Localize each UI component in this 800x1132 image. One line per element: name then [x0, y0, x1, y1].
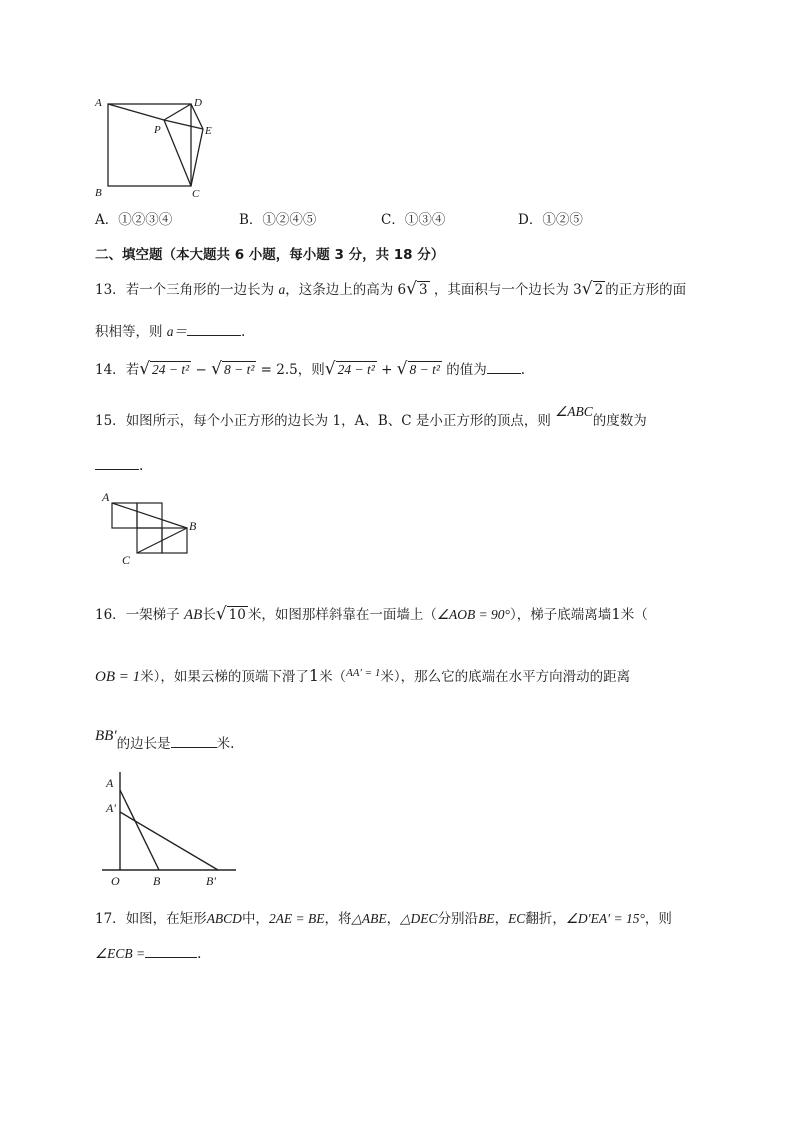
q14-t1: 若	[125, 362, 140, 378]
q16-t8: 米），那么它的底端在水平方向滑动的距离	[380, 669, 631, 685]
q17-t5: 翻折，	[525, 911, 566, 927]
q14-end: .	[520, 362, 526, 378]
q16-t2: 长	[202, 607, 216, 623]
fig1-label-d: D	[194, 97, 202, 109]
q15-fig-label-a: A	[102, 490, 110, 504]
q15-t2: 的度数为	[592, 413, 647, 429]
q17-sep: ，	[386, 911, 401, 927]
q17-cond: 2AE = BE	[268, 911, 325, 926]
q17-t4: 分别沿	[437, 911, 479, 927]
q16-one-b: 1	[308, 666, 320, 685]
choice-c	[381, 211, 445, 229]
q13-coef1: 6	[397, 282, 407, 298]
question-15-line2	[95, 455, 143, 475]
q13-eq: a＝	[166, 324, 188, 339]
q14-r1: 24 − t²	[152, 362, 190, 377]
q17-t2: 中，	[241, 911, 269, 927]
q13-rad2: 2	[594, 282, 604, 298]
q13-rad1: 3	[418, 282, 428, 298]
q16-t1: 一架梯子	[125, 607, 180, 623]
question-13-line2	[95, 321, 245, 341]
q14-r2: 8 − t²	[223, 362, 255, 377]
choice-a-value: ①②③④	[118, 212, 173, 228]
q13-t3: ，其面积与一个边长为	[433, 282, 569, 298]
fig1-label-b: B	[95, 187, 102, 199]
q16-fig-label-o: O	[111, 874, 120, 888]
choice-a	[95, 211, 172, 229]
q17-tri1: △ABE	[351, 911, 387, 926]
figure-grid-abc	[100, 488, 210, 568]
q14-num: 14．	[95, 362, 126, 378]
q13-num: 13．	[95, 282, 126, 298]
q16-ab: AB	[183, 607, 203, 623]
q13-coef2: 3	[573, 282, 582, 298]
q16-one-a: 1	[611, 605, 621, 623]
q14-minus: −	[195, 362, 207, 378]
q14-r4: 8 − t²	[409, 362, 440, 377]
q14-val: = 2.5	[260, 362, 298, 378]
q16-aa: AA′ = 1	[346, 667, 381, 679]
q13-var-a: a	[278, 282, 286, 297]
choice-b-value: ①②④⑤	[262, 212, 317, 228]
q16-num: 16．	[95, 607, 126, 623]
q15-fig-label-b: B	[189, 519, 197, 533]
q13-t1: 若一个三角形的一边长为	[125, 282, 275, 298]
q13-end: .	[241, 324, 246, 340]
q14-t2: ，则	[297, 362, 325, 378]
q16-bb: BB′	[95, 728, 117, 744]
q17-abcd: ABCD	[206, 911, 242, 926]
question-14: 14．若√ 24 − t² − √ 8 − t² = 2.5，则√ 24 − t² + √ 8 − t² 的值为 .	[95, 359, 526, 379]
choice-b	[239, 211, 316, 229]
q13-t2: ，这条边上的高为	[285, 282, 394, 298]
choice-d-value: ①②⑤	[542, 212, 583, 228]
q16-fig-label-a: A	[106, 776, 114, 790]
q17-end: .	[197, 946, 202, 962]
fig1-label-p: P	[154, 124, 161, 136]
q16-fig-label-a-prime: A′	[106, 801, 116, 815]
q16-t9: 的边长是	[116, 736, 171, 752]
figure-square-pde	[90, 92, 225, 202]
question-15-line1	[95, 404, 647, 430]
question-16-line2	[95, 667, 630, 687]
fig1-label-e: E	[205, 125, 212, 137]
q17-t3: ，将	[324, 911, 352, 927]
q17-ask: ∠ECB =	[95, 946, 146, 961]
q15-angle: ∠ABC	[555, 404, 593, 419]
q17-angle: ∠D′EA′ = 15°	[565, 911, 645, 926]
q17-t1: 如图，在矩形	[125, 911, 207, 927]
q17-ec: EC	[508, 911, 526, 926]
choice-a-key: A．	[95, 212, 119, 228]
question-16-line1: 16．一架梯子 AB长√ 10 米，如图那样斜靠在一面墙上（∠AOB = 90°），梯子底端离墙1米（	[95, 604, 648, 624]
q14-answer-blank[interactable]	[487, 359, 521, 374]
q16-angle: ∠AOB = 90°	[436, 607, 510, 622]
q14-r3: 24 − t²	[337, 362, 375, 377]
figure-ladder	[100, 770, 250, 890]
q16-t4: ），梯子底端离墙	[509, 607, 612, 623]
question-16-line3	[95, 728, 235, 753]
q16-rad: 10	[228, 607, 246, 623]
question-17-line1	[95, 910, 672, 928]
q15-answer-blank[interactable]	[95, 455, 139, 470]
q16-t5: 米（	[620, 607, 648, 623]
q15-fig-label-c: C	[122, 553, 131, 567]
q16-t6: 米），如果云梯的顶端下滑了	[140, 669, 309, 685]
q17-sep2: ，	[494, 911, 509, 927]
q13-answer-blank[interactable]	[187, 321, 241, 336]
q16-t3: 米，如图那样斜靠在一面墙上（	[247, 607, 437, 623]
question-17-line2	[95, 943, 201, 963]
section-2-title: 二、填空题（本大题共 6 小题，每小题 3 分，共 18 分）	[95, 247, 445, 263]
choice-b-key: B．	[239, 212, 263, 228]
q17-t6: ，则	[644, 911, 672, 927]
q14-plus: +	[381, 362, 393, 378]
q15-end: .	[139, 458, 144, 474]
q13-t5: 积相等，则	[95, 324, 163, 340]
q15-num: 15．	[95, 413, 126, 429]
question-13-line1: 13．若一个三角形的一边长为 a，这条边上的高为 6√ 3 ，其面积与一个边长为 3√ 2 的正方形的面	[95, 279, 687, 299]
q16-fig-label-b-prime: B′	[206, 874, 216, 888]
q16-answer-blank[interactable]	[171, 733, 217, 748]
q16-t10: 米.	[216, 736, 235, 752]
q15-t1: 如图所示，每个小正方形的边长为 1，A、B、C 是小正方形的顶点，则	[125, 413, 551, 429]
q16-fig-label-b: B	[153, 874, 161, 888]
q16-t7: 米（	[319, 669, 347, 685]
q13-t4: 的正方形的面	[605, 282, 687, 298]
q17-answer-blank[interactable]	[145, 943, 197, 958]
choice-d	[518, 211, 583, 229]
q17-tri2: △DEC	[400, 911, 438, 926]
q16-ob: OB = 1	[95, 669, 141, 685]
q14-t3: 的值为	[446, 362, 487, 378]
choice-d-key: D．	[518, 212, 543, 228]
choice-c-key: C．	[381, 212, 405, 228]
fig1-label-a: A	[95, 97, 102, 109]
q17-num: 17．	[95, 911, 126, 927]
fig1-label-c: C	[192, 188, 200, 200]
q17-be: BE	[478, 911, 495, 926]
choice-c-value: ①③④	[404, 212, 446, 228]
